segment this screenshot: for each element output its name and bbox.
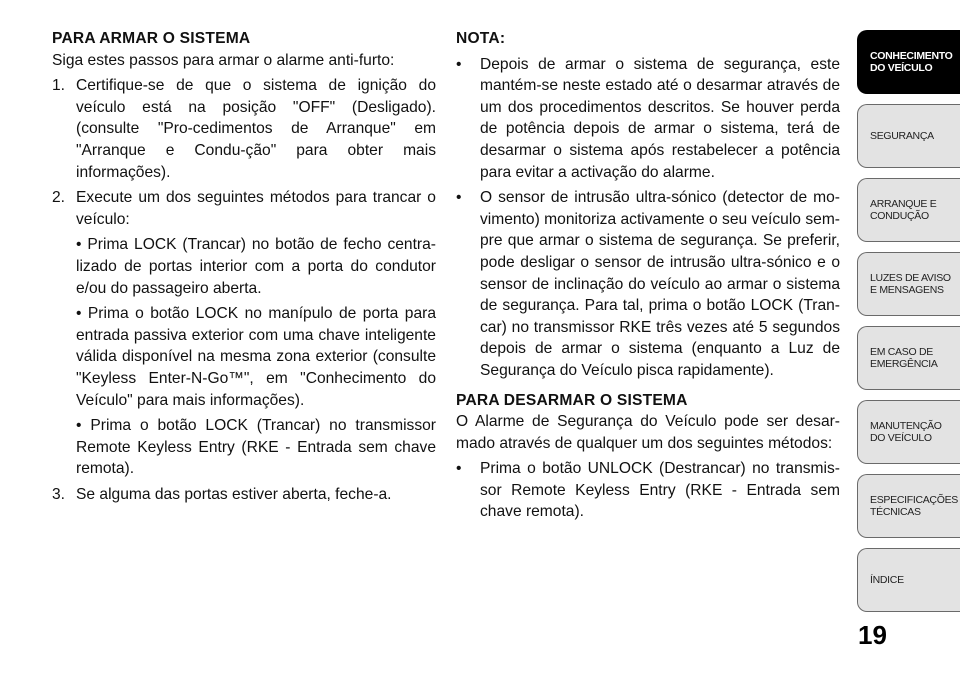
tab-luzes-de-aviso[interactable] — [857, 252, 960, 316]
tab-seguranca[interactable] — [857, 104, 960, 168]
note-heading: NOTA: — [456, 30, 506, 47]
disarm-system-heading: PARA DESARMAR O SISTEMA — [456, 391, 688, 409]
bullet-glyph: • — [456, 460, 462, 478]
tab-arranque-e-conducao[interactable] — [857, 178, 960, 242]
tab-manutencao-do-veiculo[interactable] — [857, 400, 960, 464]
page-number: 19 — [858, 620, 887, 650]
step-number: 2. — [52, 189, 66, 207]
note-text: Depois de armar o sistema de segurança, este mantém-se neste estado até o desarmar através de um dos procedimentos descritos. Se houver perda de potência depois de armar o sistema, terá de desarmar o sistema após restabelecer a potência para evitar a activação do alarme. — [480, 55, 840, 181]
step-number: 3. — [52, 485, 66, 503]
bullet-glyph: • — [456, 189, 462, 207]
note-text: O sensor de intrusão ultra-sónico (detector de mo-vimento) monitoriza activamente o seu veículo sem-pre que armar o sistema de segurança. Se preferir, pode desligar o sensor de intrusão ultra-sónico e o sensor de inclinação do veículo ao armar o sistema de segurança. Para tal, prima o botão LOCK (Tran-car) no transmissor RKE três vezes até 5 segundos depois de armar o sistema (enquanto a Luz de Segurança do Veículo pisca rapidamente). — [480, 189, 840, 379]
tab-label: MANUTENÇÃO DO VEÍCULO — [870, 420, 942, 444]
note-bullet — [456, 187, 840, 381]
step-2 — [52, 187, 436, 480]
tab-em-caso-de-emergencia[interactable] — [857, 326, 960, 390]
bullet-glyph: • — [456, 55, 462, 73]
arm-intro: Siga estes passos para armar o alarme anti-furto: — [52, 51, 395, 69]
method-bullet: • Prima o botão LOCK no manípulo de porta para entrada passiva exterior com uma chave inteligente válida disponível na mesma zona exterior (consulte "Keyless Enter-N-Go™", em "Conhecimento do Veículo" para mais informações). — [76, 305, 436, 409]
step-1 — [52, 75, 436, 183]
step-3 — [52, 484, 436, 506]
method-bullet: • Prima o botão LOCK (Trancar) no transmissor Remote Keyless Entry (RKE - Entrada sem chave remota). — [76, 417, 436, 478]
right-column — [456, 28, 840, 523]
tab-label: LUZES DE AVISO E MENSAGENS — [870, 272, 951, 296]
tab-label: ÍNDICE — [870, 574, 904, 586]
disarm-bullet — [456, 458, 840, 523]
disarm-text: Prima o botão UNLOCK (Destrancar) no transmis-sor Remote Keyless Entry (RKE - Entrada sem chave remota). — [480, 460, 840, 521]
step-text: Se alguma das portas estiver aberta, feche-a. — [76, 485, 392, 503]
tab-label: CONHECIMENTO DO VEÍCULO — [870, 50, 953, 74]
tab-label: ARRANQUE E CONDUÇÃO — [870, 198, 937, 222]
left-column — [52, 28, 436, 505]
disarm-intro: O Alarme de Segurança do Veículo pode ser desar-mado através de qualquer um dos seguintes métodos: — [456, 413, 840, 452]
method-bullet: • Prima LOCK (Trancar) no botão de fecho centra-lizado de portas interior com a porta do condutor e/ou do passageiro aberta. — [76, 236, 436, 297]
tab-especificacoes-tecnicas[interactable] — [857, 474, 960, 538]
step-text: Certifique-se de que o sistema de ignição do veículo está na posição "OFF" (Desligado). (consulte "Pro-cedimentos de Arranque" em "Arranque e Condu-ção" para obter mais informações). — [76, 77, 436, 181]
tab-conhecimento-do-veiculo[interactable] — [857, 30, 960, 94]
note-bullet — [456, 54, 840, 184]
tab-label: ESPECIFICAÇÕES TÉCNICAS — [870, 494, 958, 518]
tab-label: EM CASO DE EMERGÊNCIA — [870, 346, 938, 370]
tab-indice[interactable] — [857, 548, 960, 612]
chapter-tabs — [857, 30, 960, 622]
arm-system-heading: PARA ARMAR O SISTEMA — [52, 30, 251, 47]
tab-label: SEGURANÇA — [870, 130, 934, 142]
step-text: Execute um dos seguintes métodos para trancar o veículo: — [76, 189, 436, 228]
step-number: 1. — [52, 77, 66, 95]
